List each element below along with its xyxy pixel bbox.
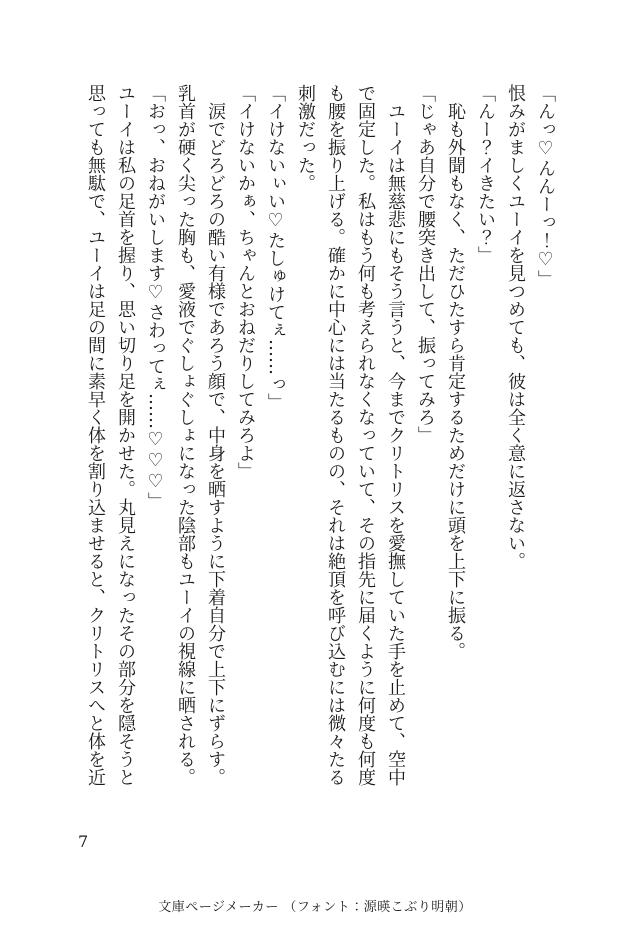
paragraph-dialogue: 「イけないぃい♡たしゅけてぇ……っ」	[265, 84, 286, 411]
page-number: 7	[78, 832, 89, 851]
paragraph-dialogue: 「イけないかぁ、ちゃんとおねだりしてみろよ」	[235, 84, 256, 480]
paragraph-narration: ユーイは私の足首を握り、思い切り足を開かせた。丸見えになったその部分を隠そうと思っても無駄で、ユーイは足の間に素早く体を割り込ませると、クリトリスへと体を近	[85, 84, 136, 786]
paragraph-narration: ユーイは無慈悲にもそう言うと、今までクリトリスを愛撫していた手を止めて、空中で固定した。私はもう何も考えられなくなっていて、その指先に届くように何度も何度も腰を振り上げる。確かに中心には当たるものの、それは絶頂を呼び込むには微々たる刺激だった。	[295, 84, 406, 786]
paragraph-narration: 涙でどろどろの酷い有様であろう顔で、中身を晒すように下着自分で上下にずらす。乳首が硬く尖った胸も、愛液でぐしょぐしょになった陰部もユーイの視線に晒される。	[175, 84, 226, 786]
paragraph-dialogue: 「んー？イきたい？」	[475, 84, 496, 264]
paragraph-narration: 恨みがましくユーイを見つめても、彼は全く意に返さない。	[505, 84, 526, 570]
vertical-text-area	[80, 84, 560, 790]
footer-caption: 文庫ページメーカー （フォント：源暎こぶり明朝）	[158, 900, 472, 915]
paragraph-dialogue: 「んっ♡んんーっ！♡」	[535, 84, 556, 288]
paragraph-dialogue: 「おっ、おねがいします♡さわってぇ……♡♡♡」	[145, 84, 166, 510]
paragraph-narration: 恥も外聞もなく、ただひたすら肯定するためだけに頭を上下に振る。	[445, 102, 466, 660]
paragraph-dialogue: 「じゃあ自分で腰突き出して、振ってみろ」	[415, 84, 436, 444]
